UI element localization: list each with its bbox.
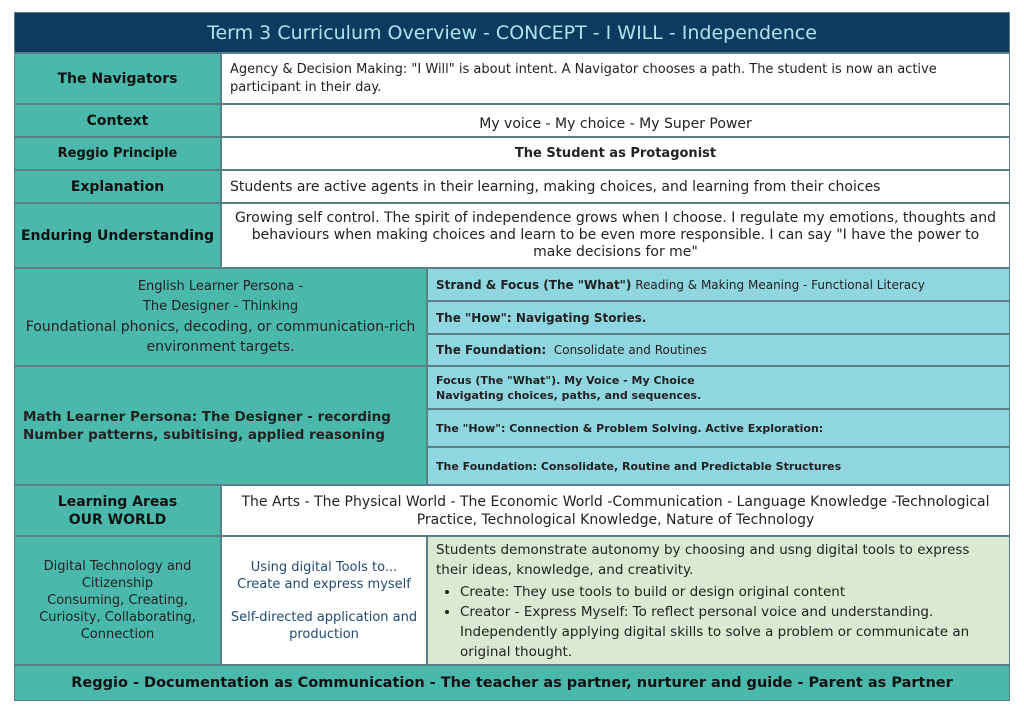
english-persona-line2: The Designer - Thinking	[142, 299, 299, 314]
math-how-value: Active Exploration:	[705, 421, 824, 435]
english-foundation	[427, 334, 1010, 366]
digital-label	[14, 536, 221, 665]
english-foundation-value: Consolidate and Routines	[553, 343, 707, 357]
navigators-label: The Navigators	[14, 53, 221, 104]
math-focus-line1: Focus (The "What"). My Voice - My Choice	[436, 373, 695, 387]
math-foundation: The Foundation: Consolidate, Routine and Predictable Structures	[427, 447, 1010, 485]
enduring-understanding-value: Growing self control. The spirit of independence grows when I choose. I regulate my emotions, thoughts and behaviours when making choices and learn to be even more responsible. I can say "I have the power to make decisions for me"	[221, 203, 1010, 268]
math-focus	[427, 366, 1010, 409]
english-strand-value: Reading & Making Meaning - Functional Literacy	[635, 277, 925, 292]
digital-intro: Students demonstrate autonomy by choosing and usng digital tools to express their ideas, knowledge, and creativity.	[436, 541, 970, 578]
learning-areas-line1: Learning Areas	[57, 493, 178, 510]
english-strand-label: Strand & Focus (The "What")	[436, 277, 632, 292]
learning-areas-line2: OUR WORLD	[68, 511, 167, 528]
english-persona-line1: English Learner Persona -	[137, 279, 304, 294]
explanation-label: Explanation	[14, 170, 221, 203]
math-how	[427, 409, 1010, 447]
reggio-principle-value: The Student as Protagonist	[221, 137, 1010, 170]
footer-banner: Reggio - Documentation as Communication - The teacher as partner, nurturer and guide - Parent as Partner	[14, 665, 1010, 701]
digital-tools-line3: Self-directed application and production	[230, 609, 418, 642]
digital-bullet: • Create: They use tools to build or design original content	[460, 582, 1001, 602]
digital-bullet-list	[436, 582, 1001, 662]
digital-description	[427, 536, 1010, 665]
learning-areas-value: The Arts - The Physical World - The Economic World -Communication - Language Knowledge -Technological Practice, Technological Knowledge, Nature of Technology	[221, 485, 1010, 536]
english-persona	[14, 268, 427, 366]
english-foundation-label: The Foundation:	[436, 343, 547, 357]
math-how-label: The "How": Connection & Problem Solving.	[436, 421, 702, 435]
digital-label-line1: Digital Technology and Citizenship	[43, 559, 192, 591]
digital-tools-line1: Using digital Tools to...	[250, 559, 398, 575]
context-label: Context	[14, 104, 221, 137]
math-persona: Math Learner Persona: The Designer - recording Number patterns, subitising, applied reasoning	[14, 366, 427, 485]
page-title: Term 3 Curriculum Overview - CONCEPT - I WILL - Independence	[14, 12, 1010, 53]
digital-label-line2: Consuming, Creating, Curiosity, Collaborating, Connection	[39, 593, 196, 642]
digital-bullet: • Creator - Express Myself: To reflect personal voice and understanding. Independently applying digital skills to solve a problem or communicate an original thought.	[460, 602, 1001, 662]
explanation-value: Students are active agents in their learning, making choices, and learning from their choices	[221, 170, 1010, 203]
english-persona-line3: Foundational phonics, decoding, or communication-rich environment targets.	[25, 319, 416, 355]
digital-tools	[221, 536, 427, 665]
english-how: The "How": Navigating Stories.	[427, 301, 1010, 334]
context-value: My voice - My choice - My Super Power	[221, 104, 1010, 137]
enduring-understanding-label: Enduring Understanding	[14, 203, 221, 268]
navigators-value: Agency & Decision Making: "I Will" is about intent. A Navigator chooses a path. The student is now an active participant in their day.	[221, 53, 1010, 104]
digital-tools-line2: Create and express myself	[237, 576, 411, 592]
reggio-principle-label: Reggio Principle	[14, 137, 221, 170]
learning-areas-label	[14, 485, 221, 536]
math-focus-line2: Navigating choices, paths, and sequences.	[436, 388, 702, 402]
english-strand	[427, 268, 1010, 301]
